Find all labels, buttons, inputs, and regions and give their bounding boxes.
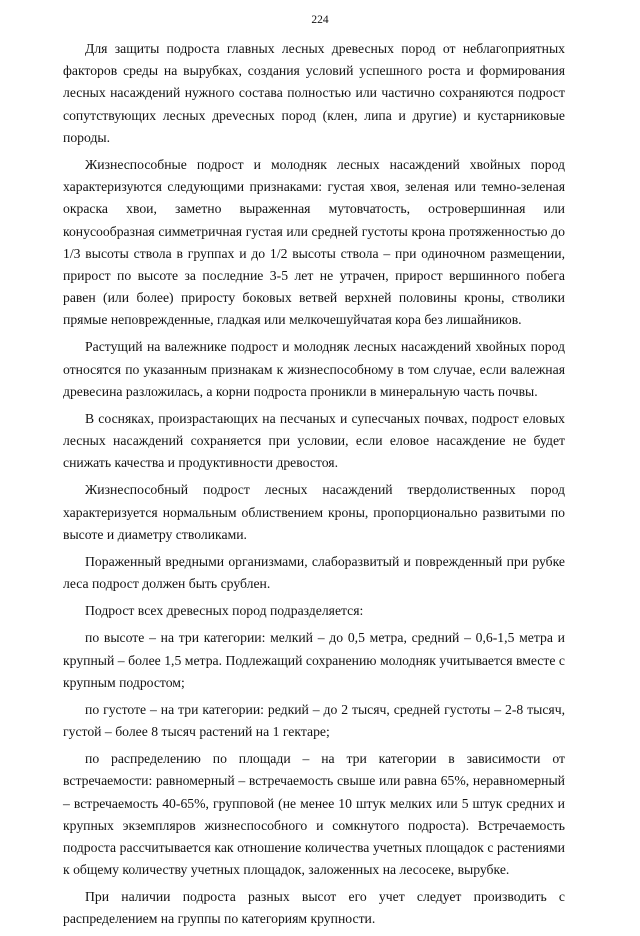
paragraph-6: Пораженный вредными организмами, слаборазвитый и поврежденный при рубке леса подрост должен быть срублен.	[63, 553, 565, 592]
paragraph-8: по высоте – на три категории: мелкий – до 0,5 метра, средний – 0,6-1,5 метра и крупный – более 1,5 метра. Подлежащий сохранению молодняк учитывается вместе с крупным подростом;	[63, 630, 565, 690]
paragraph-3: Растущий на валежнике подрост и молодняк лесных насаждений хвойных пород относятся по указанным признакам к жизнеспособному в том случае, если валежная древесина разложилась, а корни подроста проникли в минеральную часть почвы.	[63, 339, 565, 399]
paragraph-11: При наличии подроста разных высот его учет следует производить с распределением на группы по категориям крупности.	[63, 889, 565, 927]
body-text	[63, 38, 565, 936]
paragraph-10: по распределению по площади – на три категории в зависимости от встречаемости: равномерный – встречаемость свыше или равна 65%, неравномерный – встречаемость 40-65%, групповой (не менее 10 штук мелких или 5 штук средних и крупных экземпляров жизнеспособного и сомкнутого подроста). Встречаемость подроста рассчитывается как отношение количества учетных площадок с растениями к общему количеству учетных площадок, заложенных на лесосеке, вырубке.	[63, 751, 565, 878]
paragraph-5: Жизнеспособный подрост лесных насаждений твердолиственных пород характеризуется нормальным облиствением кроны, пропорционально развитыми по высоте и диаметру стволиками.	[63, 482, 565, 542]
paragraph-1: Для защиты подроста главных лесных древесных пород от неблагоприятных факторов среды на вырубках, создания условий успешного роста и формирования лесных насаждений нужного состава полностью или частично сохраняются подрост сопутствующих лесных дреvесных пород (клен, липа и другие) и кустарниковые породы.	[63, 41, 565, 145]
page-number: 224	[311, 14, 329, 26]
paragraph-7: Подрост всех древесных пород подразделяется:	[85, 603, 364, 619]
paragraph-2: Жизнеспособные подрост и молодняк лесных насаждений хвойных пород характеризуются следующими признаками: густая хвоя, зеленая или темно-зеленая окраска хвои, заметно выраженная мутовчатость, островершинная или конусообразная симметричная густая или средней густоты крона протяженностью до 1/3 высоты ствола в группах и до 1/2 высоты ствола – при одиночном размещении, прирост по высоте за последние 3-5 лет не утрачен, прирост вершинного побега равен (или более) приросту боковых ветвей верхней половины кроны, стволики прямые неповрежденные, гладкая или мелкочешуйчатая кора без лишайников.	[63, 156, 565, 328]
paragraph-9: по густоте – на три категории: редкий – до 2 тысяч, средней густоты – 2-8 тысяч, густой – более 8 тысяч растений на 1 гектаре;	[63, 701, 565, 740]
paragraph-4: В сосняках, произрастающих на песчаных и супесчаных почвах, подрост еловых лесных насаждений сохраняется при условии, если еловое насаждение не будет снижать качества и продуктивности древостоя.	[63, 410, 565, 471]
